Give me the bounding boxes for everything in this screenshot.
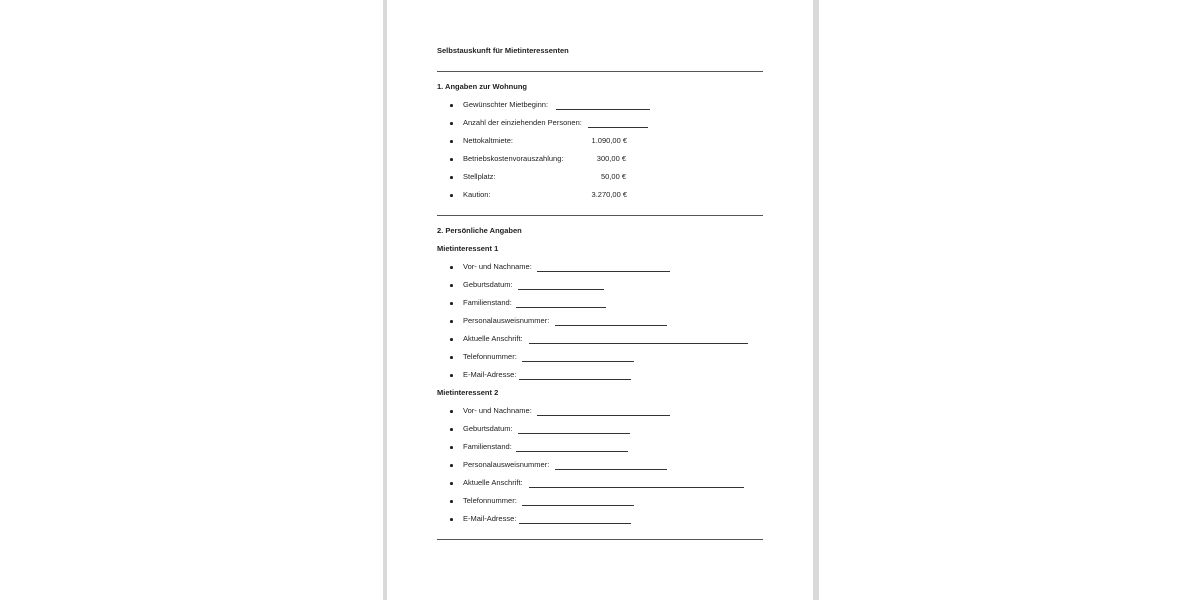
tenant-2-heading: Mietinteressent 2 xyxy=(437,388,499,397)
list-item-label: E-Mail-Adresse: xyxy=(463,370,517,379)
document-page xyxy=(387,0,813,600)
bullet xyxy=(450,320,453,323)
list-item-label: Kaution: xyxy=(463,190,491,199)
section-heading-apartment: 1. Angaben zur Wohnung xyxy=(437,82,527,91)
list-item-label: Geburtsdatum: xyxy=(463,280,513,289)
amount-value: 300,00 € xyxy=(596,154,626,163)
bullet xyxy=(450,410,453,413)
bullet xyxy=(450,176,453,179)
divider xyxy=(437,215,763,216)
list-item-label: E-Mail-Adresse: xyxy=(463,514,517,523)
amount-value: 50,00 € xyxy=(600,172,626,181)
bullet xyxy=(450,194,453,197)
bullet xyxy=(450,266,453,269)
fill-in-line xyxy=(529,343,748,344)
bullet xyxy=(450,374,453,377)
list-item-label: Aktuelle Anschrift: xyxy=(463,478,523,487)
list-item-label: Personalausweisnummer: xyxy=(463,460,550,469)
fill-in-line xyxy=(519,379,631,380)
list-item-label: Stellplatz: xyxy=(463,172,496,181)
list-item-label: Nettokaltmiete: xyxy=(463,136,514,145)
bullet xyxy=(450,158,453,161)
list-item-label: Geburtsdatum: xyxy=(463,424,513,433)
list-item-label: Telefonnummer: xyxy=(463,352,517,361)
fill-in-line xyxy=(556,109,650,110)
list-item-label: Vor- und Nachname: xyxy=(463,262,532,271)
bullet xyxy=(450,140,453,143)
amount-value: 3.270,00 € xyxy=(591,190,627,199)
bullet xyxy=(450,302,453,305)
amount-value: 1.090,00 € xyxy=(591,136,627,145)
bullet xyxy=(450,104,453,107)
divider xyxy=(437,71,763,72)
fill-in-line xyxy=(522,505,634,506)
list-item-label: Telefonnummer: xyxy=(463,496,517,505)
divider xyxy=(437,539,763,540)
bullet xyxy=(450,356,453,359)
bullet xyxy=(450,428,453,431)
bullet xyxy=(450,122,453,125)
section-heading-personal: 2. Persönliche Angaben xyxy=(437,226,522,235)
fill-in-line xyxy=(518,289,604,290)
list-item-label: Familienstand: xyxy=(463,298,512,307)
list-item-label: Gewünschter Mietbeginn: xyxy=(463,100,549,109)
tenant-1-heading: Mietinteressent 1 xyxy=(437,244,499,253)
fill-in-line xyxy=(518,433,630,434)
bullet xyxy=(450,500,453,503)
list-item-label: Anzahl der einziehenden Personen: xyxy=(463,118,582,127)
list-item-label: Betriebskostenvorauszahlung: xyxy=(463,154,564,163)
fill-in-line xyxy=(555,469,667,470)
bullet xyxy=(450,482,453,485)
fill-in-line xyxy=(519,523,631,524)
list-item-label: Aktuelle Anschrift: xyxy=(463,334,523,343)
fill-in-line xyxy=(522,361,634,362)
list-item-label: Familienstand: xyxy=(463,442,512,451)
bullet xyxy=(450,284,453,287)
fill-in-line xyxy=(537,271,670,272)
bullet xyxy=(450,518,453,521)
fill-in-line xyxy=(588,127,648,128)
list-item-label: Vor- und Nachname: xyxy=(463,406,532,415)
fill-in-line xyxy=(516,307,606,308)
document-title: Selbstauskunft für Mietinteressenten xyxy=(437,46,569,55)
fill-in-line xyxy=(537,415,670,416)
fill-in-line xyxy=(555,325,667,326)
bullet xyxy=(450,338,453,341)
bullet xyxy=(450,446,453,449)
bullet xyxy=(450,464,453,467)
fill-in-line xyxy=(529,487,744,488)
fill-in-line xyxy=(516,451,628,452)
list-item-label: Personalausweisnummer: xyxy=(463,316,550,325)
